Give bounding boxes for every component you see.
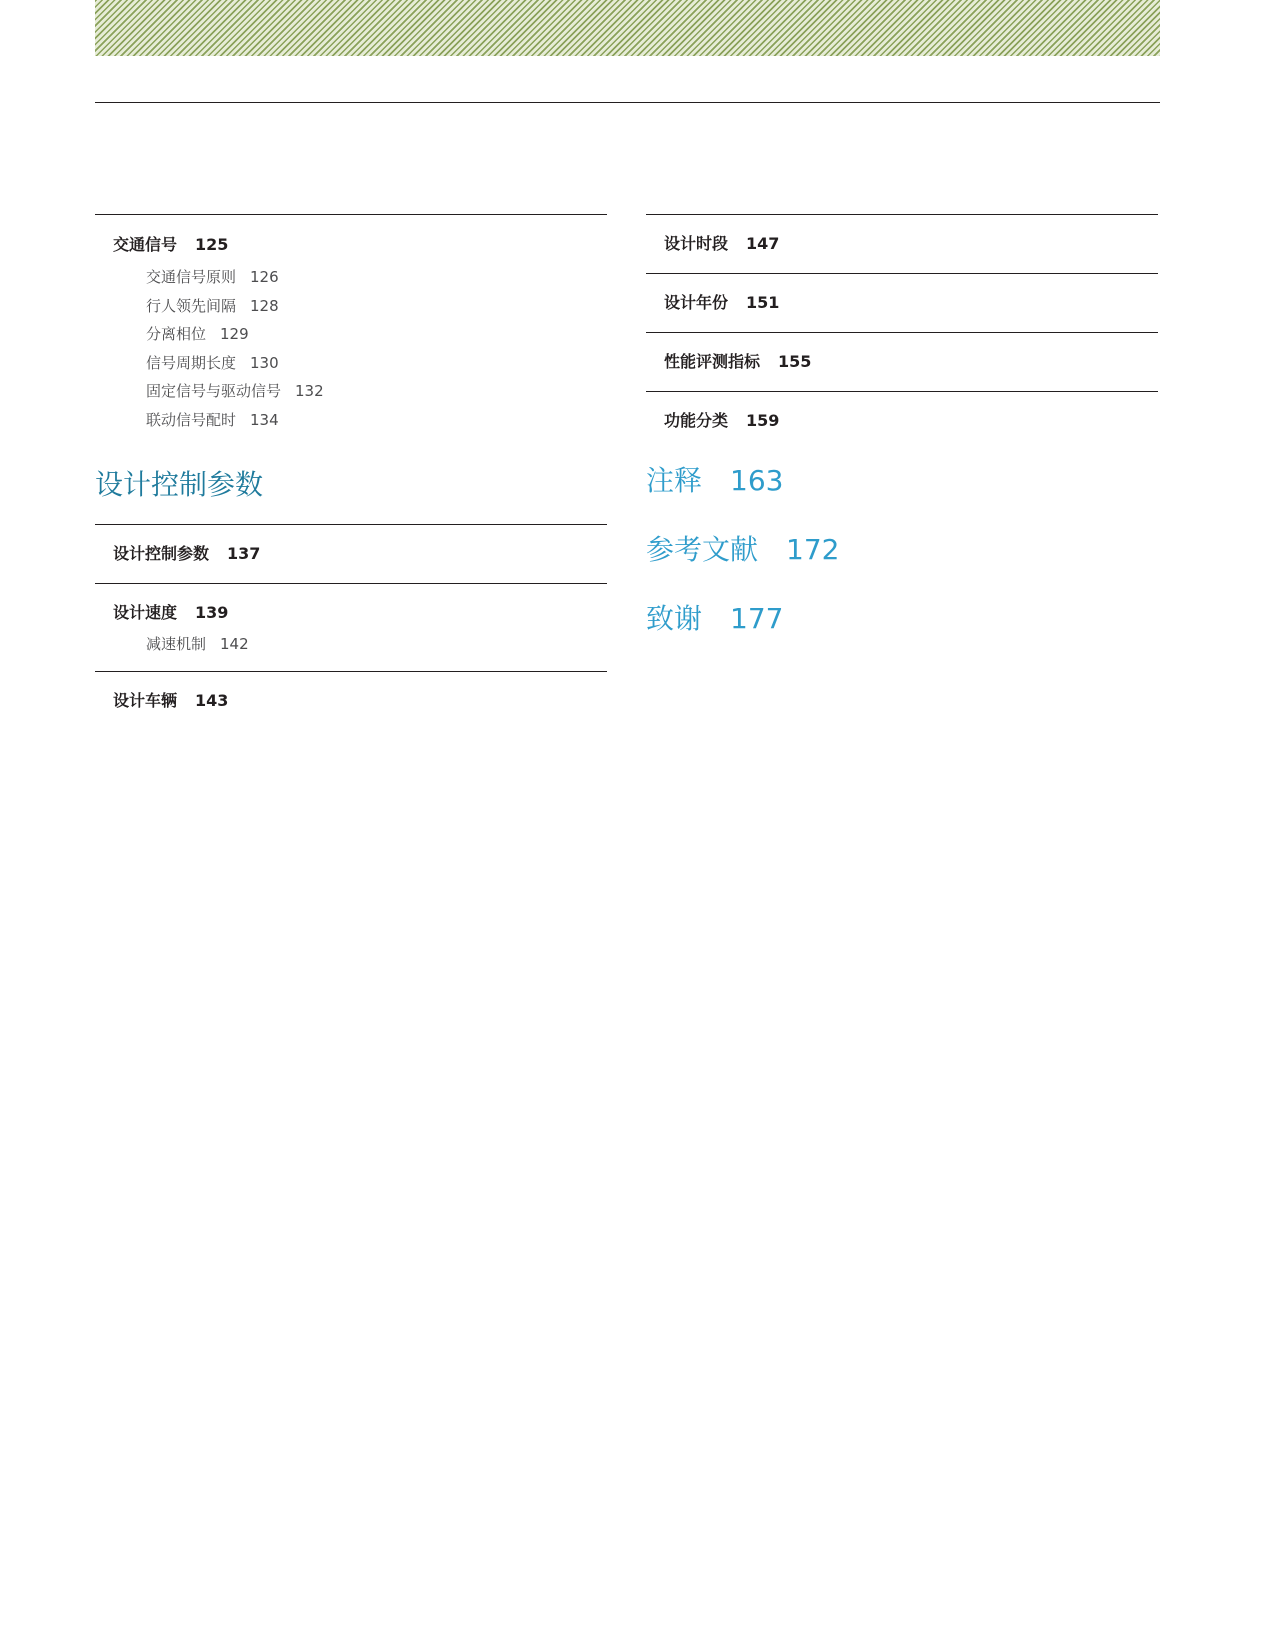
toc-sub-item[interactable] (146, 630, 607, 659)
toc-sub-list (113, 630, 607, 671)
header-rule (95, 102, 1160, 103)
header-hatched-band (95, 0, 1160, 56)
toc-entry-page: 137 (227, 544, 261, 563)
toc-entry-heading[interactable] (664, 274, 1158, 332)
section-title: 设计控制参数 (95, 468, 264, 501)
toc-entry (646, 273, 1158, 332)
toc-entry-page: 147 (746, 234, 780, 253)
toc-entry (95, 214, 607, 446)
toc-sub-page: 134 (250, 410, 279, 429)
toc-left-column (95, 214, 607, 730)
toc-sub-label: 固定信号与驱动信号 (146, 382, 282, 400)
toc-entry-heading[interactable] (664, 215, 1158, 273)
back-matter-page: 177 (730, 602, 784, 635)
toc-entry-page: 139 (195, 603, 229, 622)
back-matter-page: 163 (730, 464, 784, 497)
toc-sub-item[interactable] (146, 349, 607, 378)
toc-entry-heading[interactable] (113, 525, 607, 583)
toc-entry-heading[interactable] (664, 333, 1158, 391)
toc-sub-page: 132 (295, 382, 324, 400)
toc-entry (95, 583, 607, 671)
toc-sub-list (113, 263, 607, 446)
toc-sub-label: 分离相位 (146, 325, 207, 343)
toc-sub-label: 交通信号原则 (146, 268, 237, 286)
toc-sub-label: 联动信号配时 (146, 410, 237, 429)
toc-sub-label: 信号周期长度 (146, 353, 237, 372)
toc-sub-label: 减速机制 (146, 635, 207, 653)
toc-entry (646, 391, 1158, 450)
toc-entry-label: 交通信号 (113, 235, 178, 254)
toc-entry-page: 143 (195, 690, 229, 710)
toc-sub-page: 128 (250, 296, 279, 315)
back-matter-label: 注释 (646, 464, 703, 497)
back-matter-entry[interactable] (646, 596, 1158, 642)
toc-sub-item[interactable] (146, 320, 607, 349)
toc-entry (95, 671, 607, 730)
back-matter-list (646, 458, 1158, 642)
toc-right-column (646, 214, 1158, 642)
back-matter-page: 172 (786, 533, 840, 566)
toc-entry (646, 214, 1158, 273)
toc-entry-page: 159 (746, 411, 780, 430)
toc-entry (646, 332, 1158, 391)
toc-entry-label: 设计速度 (113, 603, 178, 622)
toc-sub-page: 130 (250, 353, 279, 372)
toc-entry-label: 设计控制参数 (113, 544, 210, 563)
back-matter-entry[interactable] (646, 527, 1158, 573)
toc-sub-page: 126 (250, 268, 279, 286)
toc-sub-item[interactable] (146, 263, 607, 292)
toc-entry-page: 125 (195, 235, 229, 254)
toc-sub-item[interactable] (146, 406, 607, 435)
toc-entry-label: 设计车辆 (113, 690, 178, 710)
back-matter-label: 参考文献 (646, 533, 759, 566)
toc-sub-page: 129 (220, 325, 249, 343)
toc-entry-heading[interactable] (664, 392, 1158, 450)
toc-entry-page: 155 (778, 352, 812, 371)
toc-entry (95, 524, 607, 583)
toc-entry-label: 性能评测指标 (664, 352, 761, 371)
toc-entry-label: 设计年份 (664, 293, 729, 312)
toc-sub-page: 142 (220, 635, 249, 653)
back-matter-label: 致谢 (646, 602, 703, 635)
toc-sub-item[interactable] (146, 377, 607, 406)
toc-entry-heading[interactable] (113, 672, 607, 730)
toc-sub-label: 行人领先间隔 (146, 296, 237, 315)
toc-entry-page: 151 (746, 293, 780, 312)
toc-entry-label: 设计时段 (664, 234, 729, 253)
back-matter-entry[interactable] (646, 458, 1158, 504)
toc-entry-label: 功能分类 (664, 411, 729, 430)
toc-sub-item[interactable] (146, 292, 607, 321)
